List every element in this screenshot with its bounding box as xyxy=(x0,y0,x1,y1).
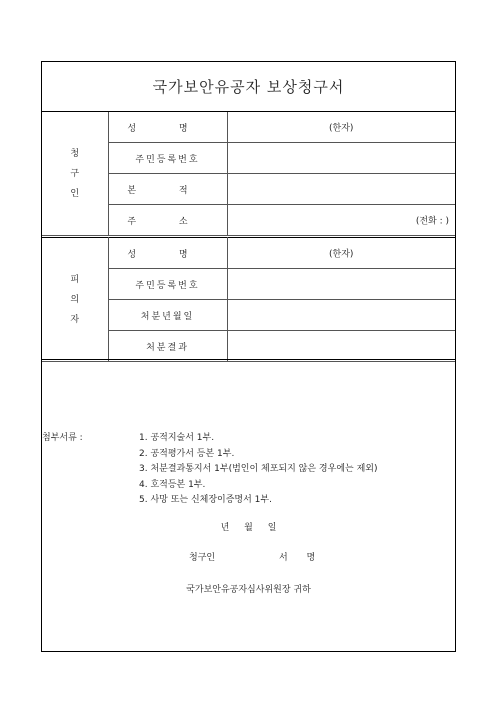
phone-note: (전화 : ) xyxy=(415,216,449,227)
claim-form xyxy=(41,61,456,652)
disposition-date-field[interactable] xyxy=(227,300,455,331)
attachment-item: 3. 처분결과통지서 1부(범인이 체포되지 않은 경우에는 제외) xyxy=(139,464,378,474)
defendant-group-label: 피 의 자 xyxy=(42,238,108,362)
defendant-rrn-field[interactable] xyxy=(227,269,455,300)
hanja-note: (한자) xyxy=(329,123,354,134)
defendant-name-field[interactable] xyxy=(227,238,455,269)
disposition-date-label: 처분년월일 xyxy=(108,300,227,331)
disposition-result-label: 처분결과 xyxy=(108,331,227,362)
claimant-rrn-field[interactable] xyxy=(227,143,455,174)
section-divider xyxy=(42,359,455,360)
claimant-domicile-label: 본 적 xyxy=(108,174,227,205)
attachment-item: 4. 호적등본 1부. xyxy=(139,479,206,490)
defendant-table xyxy=(42,237,455,362)
addressee: 국가보안유공자심사위원장 귀하 xyxy=(186,585,311,595)
claimant-domicile-field[interactable] xyxy=(227,174,455,205)
claimant-address-field[interactable] xyxy=(227,205,455,236)
claimant-group-label: 청 구 인 xyxy=(42,112,108,236)
claimant-address-label: 주 소 xyxy=(108,205,227,236)
claimant-table xyxy=(42,112,455,236)
attachment-item: 5. 사망 또는 신체장이증명서 1부. xyxy=(139,495,272,505)
attachment-item: 1. 공적지술서 1부. xyxy=(139,433,215,443)
form-title: 국가보안유공자 보상청구서 xyxy=(42,62,455,112)
signature-field[interactable]: 서 명 xyxy=(279,553,324,563)
attachment-item: 2. 공적평가서 등본 1부. xyxy=(139,448,235,459)
claimant-name-label: 성 명 xyxy=(108,112,227,143)
hanja-note: (한자) xyxy=(329,249,354,260)
attachments-list xyxy=(139,430,377,508)
claimant-rrn-label: 주민등록번호 xyxy=(108,143,227,174)
attachments-label: 첨부서류 : xyxy=(42,433,83,443)
date-line[interactable]: 년 월 일 xyxy=(220,523,277,533)
defendant-rrn-label: 주민등록번호 xyxy=(108,269,227,300)
disposition-result-field[interactable] xyxy=(227,331,455,362)
claimant-sign-label: 청구인 xyxy=(189,553,216,563)
claimant-name-field[interactable] xyxy=(227,112,455,143)
defendant-name-label: 성 명 xyxy=(108,238,227,269)
